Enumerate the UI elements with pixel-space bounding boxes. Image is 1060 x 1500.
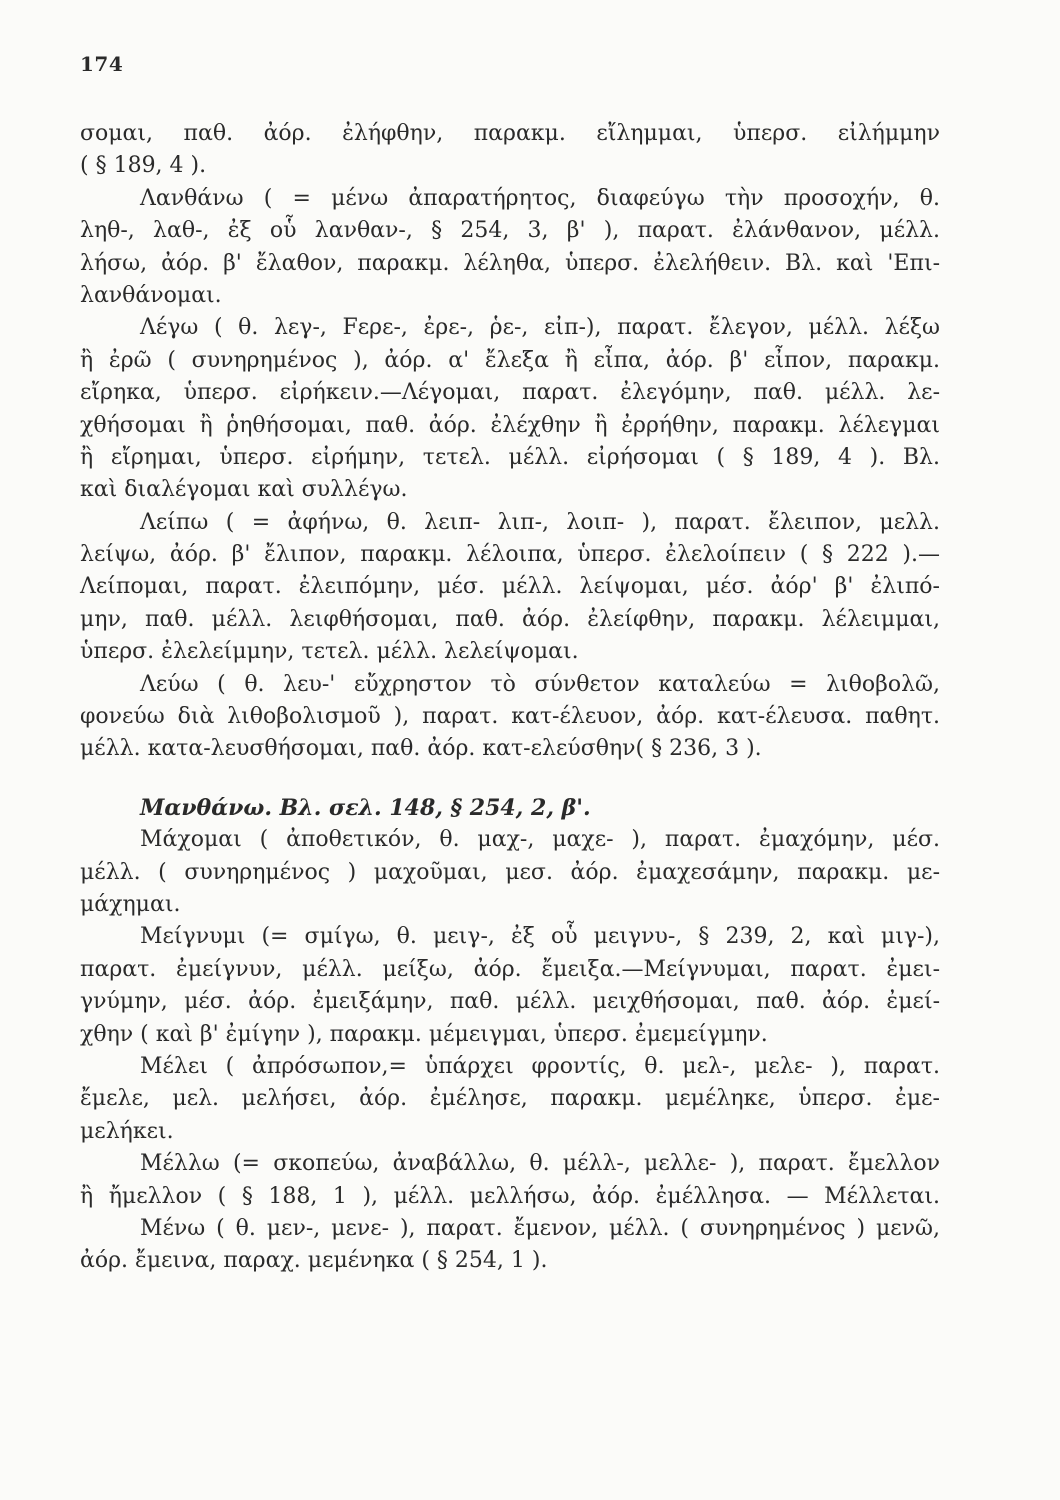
- text-line: εἴρηκα, ὑπερσ. εἰρήκειν.—Λέγομαι, παρατ. ἐλεγόμην, παθ. μέλλ. λε-: [80, 380, 940, 406]
- text-line: μέλλ. ( συνηρημένος ) μαχοῦμαι, μεσ. ἀόρ. ἐμαχεσάμην, παρακμ. με-: [80, 859, 940, 885]
- text-line: καὶ διαλέγομαι καὶ συλλέγω.: [80, 477, 408, 503]
- page-number: 174: [80, 52, 124, 76]
- text-line: μελήκει.: [80, 1118, 174, 1144]
- text-line: μην, παθ. μέλλ. λειφθήσομαι, παθ. ἀόρ. ἐλείφθην, παρακμ. λέλειμμαι,: [80, 606, 940, 632]
- text-line: παρατ. ἐμείγνυν, μέλλ. μείξω, ἀόρ. ἔμειξα.—Μείγνυμαι, παρατ. ἐμει-: [80, 956, 940, 982]
- text-line: ἀόρ. ἔμεινα, παραχ. μεμένηκα ( § 254, 1 ).: [80, 1248, 548, 1274]
- text-line: Λανθάνω ( = μένω ἀπαρατήρητος, διαφεύγω τὴν προσοχήν, θ.: [140, 185, 940, 211]
- text-line: ἢ ἐρῶ ( συνηρημένος ), ἀόρ. α' ἔλεξα ἢ εἶπα, ἀόρ. β' εἶπον, παρακμ.: [80, 347, 940, 373]
- text-line: Λεύω ( θ. λευ-' εὔχρηστον τὸ σύνθετον καταλεύω = λιθοβολῶ,: [140, 671, 940, 697]
- text-line: χθήσομαι ἢ ῥηθήσομαι, παθ. ἀόρ. ἐλέχθην ἢ ἐρρήθην, παρακμ. λέλεγμαι: [80, 412, 940, 438]
- text-line: Μείγνυμι (= σμίγω, θ. μειγ-, ἐξ οὗ μειγνυ-, § 239, 2, καὶ μιγ-),: [140, 924, 940, 950]
- text-line: Μέλλω (= σκοπεύω, ἀναβάλλω, θ. μέλλ-, μελλε- ), παρατ. ἔμελλον: [140, 1151, 940, 1177]
- text-line: ὑπερσ. ἐλελείμμην, τετελ. μέλλ. λελείψομαι.: [80, 639, 579, 665]
- text-line: χθην ( καὶ β' ἐμίγην ), παρακμ. μέμειγμαι, ὑπερσ. ἐμεμείγμην.: [80, 1021, 768, 1047]
- text-line: γνύμην, μέσ. ἀόρ. ἐμειξάμην, παθ. μέλλ. μειχθήσομαι, παθ. ἀόρ. ἐμεί-: [80, 989, 940, 1015]
- text-line: μέλλ. κατα-λευσθήσομαι, παθ. ἀόρ. κατ-ελεύσθην( § 236, 3 ).: [80, 736, 762, 762]
- text-line: μάχημαι.: [80, 891, 181, 917]
- text-line: Μέλει ( ἀπρόσωπον,= ὑπάρχει φροντίς, θ. μελ-, μελε- ), παρατ.: [140, 1053, 940, 1079]
- text-line: σομαι, παθ. ἀόρ. ἐλήφθην, παρακμ. εἴλημμαι, ὑπερσ. εἰλήμμην: [80, 121, 940, 146]
- text-line: Μανθάνω. Βλ. σελ. 148, § 254, 2, β'.: [140, 794, 591, 821]
- text-line: λανθάνομαι.: [80, 282, 222, 308]
- text-line: Λείπομαι, παρατ. ἐλειπόμην, μέσ. μέλλ. λείψομαι, μέσ. ἀόρ' β' ἐλιπό-: [80, 574, 940, 600]
- text-line: ἢ ἤμελλον ( § 188, 1 ), μέλλ. μελλήσω, ἀόρ. ἐμέλλησα. — Μέλλεται.: [80, 1183, 940, 1209]
- text-line: λείψω, ἀόρ. β' ἔλιπον, παρακμ. λέλοιπα, ὑπερσ. ἐλελοίπειν ( § 222 ).—: [80, 542, 940, 568]
- text-line: Μάχομαι ( ἀποθετικόν, θ. μαχ-, μαχε- ), παρατ. ἐμαχόμην, μέσ.: [140, 827, 940, 853]
- text-line: ( § 189, 4 ).: [80, 153, 207, 179]
- text-line: λήσω, ἀόρ. β' ἔλαθον, παρακμ. λέληθα, ὑπερσ. ἐλελήθειν. Βλ. καὶ 'Επι-: [80, 250, 940, 276]
- text-line: ληθ-, λαθ-, ἐξ οὗ λανθαν-, § 254, 3, β' ), παρατ. ἐλάνθανον, μέλλ.: [80, 218, 940, 244]
- text-line: Λείπω ( = ἀφήνω, θ. λειπ- λιπ-, λοιπ- ), παρατ. ἔλειπον, μελλ.: [140, 509, 940, 535]
- text-line: φονεύω διὰ λιθοβολισμοῦ ), παρατ. κατ-έλευον, ἀόρ. κατ-έλευσα. παθητ.: [80, 704, 940, 730]
- text-line: Μένω ( θ. μεν-, μενε- ), παρατ. ἔμενον, μέλλ. ( συνηρημένος ) μενῶ,: [140, 1215, 940, 1241]
- text-line: ἔμελε, μελ. μελήσει, ἀόρ. ἐμέλησε, παρακμ. μεμέληκε, ὑπερσ. ἐμε-: [80, 1086, 940, 1112]
- text-line: ἢ εἴρημαι, ὑπερσ. εἰρήμην, τετελ. μέλλ. εἰρήσομαι ( § 189, 4 ). Βλ.: [80, 444, 940, 470]
- dictionary-text-body: [80, 118, 940, 1278]
- text-line: Λέγω ( θ. λεγ-, Fερε-, ἐρε-, ῥε-, εἰπ-), παρατ. ἔλεγον, μέλλ. λέξω: [140, 315, 940, 341]
